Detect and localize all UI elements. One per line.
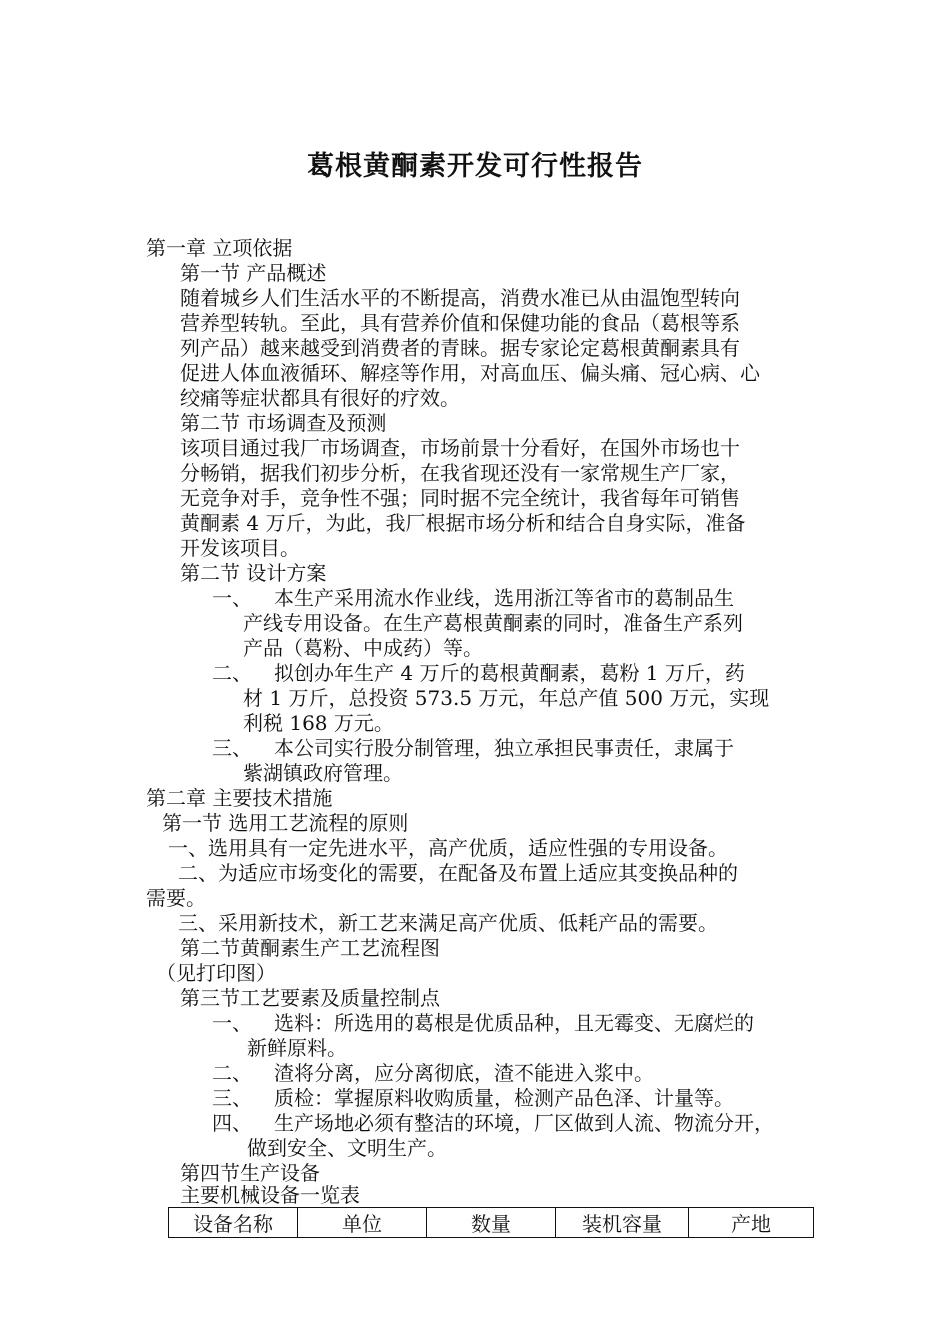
paragraph-line: 该项目通过我厂市场调查，市场前景十分看好，在国外市场也十: [180, 436, 740, 460]
list-item: [212, 736, 734, 761]
list-text: 本公司实行股分制管理，独立承担民事责任，隶属于: [274, 736, 734, 760]
section-heading: 第一节 选用工艺流程的原则: [162, 811, 409, 835]
table-header-cell: 产地: [689, 1208, 814, 1238]
list-text: 拟创办年生产 4 万斤的葛根黄酮素，葛粉 1 万斤，药: [274, 661, 745, 685]
paragraph-line: 列产品）越来越受到消费者的青睐。据专家论定葛根黄酮素具有: [180, 336, 740, 360]
table-header-cell: 装机容量: [556, 1208, 689, 1238]
paragraph-line: 绞痛等症状都具有很好的疗效。: [180, 386, 460, 410]
list-text: 新鲜原料。: [247, 1036, 347, 1060]
list-text: 本生产采用流水作业线，选用浙江等省市的葛制品生: [274, 586, 734, 610]
paragraph-line: 需要。: [146, 886, 206, 910]
table-title: 主要机械设备一览表: [180, 1183, 360, 1207]
paragraph-line: 促进人体血液循环、解痉等作用，对高血压、偏头痛、冠心病、心: [180, 361, 760, 385]
paragraph-line: 一、选用具有一定先进水平，高产优质，适应性强的专用设备。: [168, 836, 728, 860]
paragraph-line: 三、采用新技术，新工艺来满足高产优质、低耗产品的需要。: [178, 911, 718, 935]
table-header-cell: 单位: [298, 1208, 427, 1238]
note: （见打印图）: [156, 961, 276, 985]
list-item: [212, 1086, 734, 1111]
list-text: 质检：掌握原料收购质量，检测产品色泽、计量等。: [274, 1086, 734, 1110]
list-text: 渣将分离，应分离彻底，渣不能进入浆中。: [274, 1061, 654, 1085]
list-item: [212, 661, 745, 686]
list-item: [212, 1061, 654, 1086]
chapter-heading: 第一章 立项依据: [146, 236, 293, 260]
list-text: 紫湖镇政府管理。: [243, 761, 403, 785]
paragraph-line: 开发该项目。: [180, 536, 300, 560]
paragraph-line: 营养型转轨。至此，具有营养价值和保健功能的食品（葛根等系: [180, 311, 740, 335]
paragraph-line: 分畅销，据我们初步分析，在我省现还没有一家常规生产厂家，: [180, 461, 740, 485]
list-item: [212, 586, 734, 611]
list-text: 生产场地必须有整洁的环境，厂区做到人流、物流分开，: [274, 1111, 774, 1135]
table-header-cell: 数量: [427, 1208, 556, 1238]
list-number: 三、: [212, 1086, 252, 1110]
equipment-table: [168, 1207, 814, 1238]
paragraph-line: 黄酮素 4 万斤，为此，我厂根据市场分析和结合自身实际，准备: [180, 511, 746, 535]
list-text: 选料：所选用的葛根是优质品种，且无霉变、无腐烂的: [274, 1011, 754, 1035]
paragraph-line: 无竞争对手，竞争性不强；同时据不完全统计，我省每年可销售: [180, 486, 740, 510]
list-text: 利税 168 万元。: [243, 711, 394, 735]
table-header-cell: 设备名称: [169, 1208, 298, 1238]
paragraph-line: 随着城乡人们生活水平的不断提高，消费水准已从由温饱型转向: [180, 286, 740, 310]
paragraph-line: 二、为适应市场变化的需要，在配备及布置上适应其变换品种的: [178, 861, 738, 885]
chapter-heading: 第二章 主要技术措施: [146, 786, 333, 810]
document-title: 葛根黄酮素开发可行性报告: [307, 151, 643, 182]
section-heading: 第四节生产设备: [180, 1161, 320, 1185]
section-heading: 第一节 产品概述: [180, 261, 327, 285]
list-item: [212, 1111, 774, 1136]
list-number: 一、: [212, 586, 252, 610]
section-heading: 第三节工艺要素及质量控制点: [180, 986, 440, 1010]
list-number: 三、: [212, 736, 252, 760]
list-text: 做到安全、文明生产。: [247, 1136, 447, 1160]
list-item: [212, 1011, 754, 1036]
list-number: 二、: [212, 1061, 252, 1085]
list-number: 一、: [212, 1011, 252, 1035]
list-number: 二、: [212, 661, 252, 685]
list-number: 四、: [212, 1111, 252, 1135]
section-heading: 第二节黄酮素生产工艺流程图: [180, 936, 440, 960]
table-header-row: [169, 1208, 814, 1238]
section-heading: 第二节 设计方案: [180, 561, 327, 585]
list-text: 产线专用设备。在生产葛根黄酮素的同时，准备生产系列: [243, 611, 743, 635]
list-text: 产品（葛粉、中成药）等。: [243, 636, 483, 660]
section-heading: 第二节 市场调查及预测: [180, 411, 387, 435]
list-text: 材 1 万斤，总投资 573.5 万元，年总产值 500 万元，实现: [243, 686, 770, 710]
